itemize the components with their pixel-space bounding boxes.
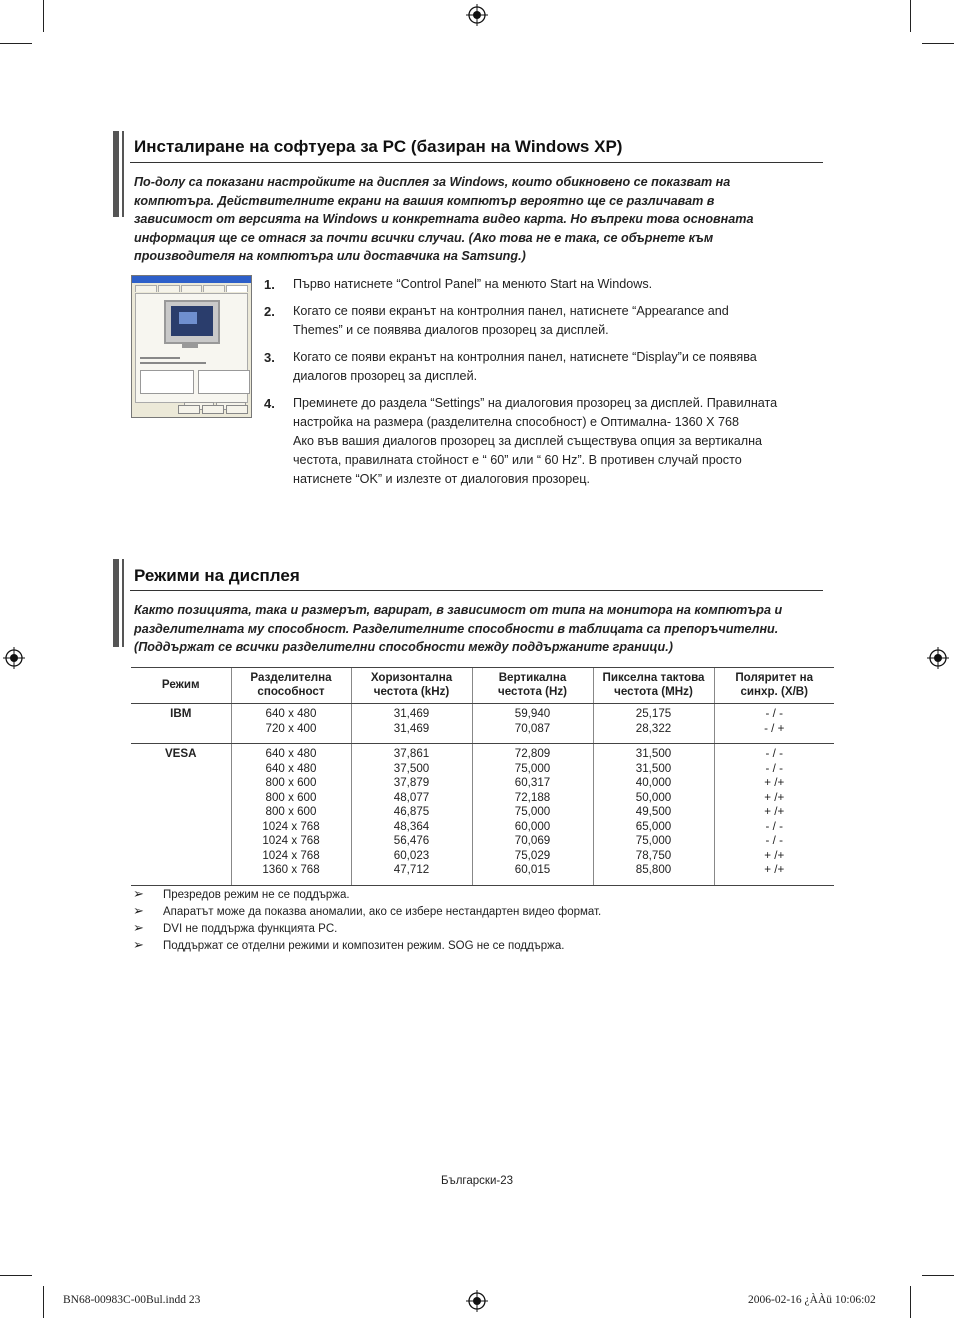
cell-value: - / +: [764, 721, 785, 735]
crop-mark: [910, 1286, 911, 1318]
note-item: [133, 920, 337, 937]
cell-value: 800 x 600: [265, 776, 317, 789]
cell-value: 50,000: [635, 790, 672, 804]
cell-value: 31,500: [635, 761, 672, 775]
crop-mark: [0, 1275, 32, 1276]
vertical-freq-cell: [472, 704, 593, 744]
arrow-icon: ➢: [133, 903, 144, 918]
resolution-cell: [231, 744, 351, 886]
cell-value: 60,317: [514, 776, 551, 789]
mode-cell: VESA: [131, 744, 231, 886]
table-header-row: [131, 668, 834, 704]
intro-line: По-долу са показани настройките на дисплея за Windows, които обикновено се показват на: [134, 175, 731, 189]
section-title-software: Инсталиране на софтуера за PC (базиран на Windows XP): [134, 137, 623, 156]
section-marker: [122, 559, 124, 647]
cell-value: 60,023: [393, 848, 430, 862]
header-line: Режим: [161, 678, 200, 691]
instruction-step-2: [264, 302, 824, 340]
cell-value: 48,364: [393, 819, 430, 833]
step-number: 2.: [264, 304, 275, 319]
section-rule: [130, 162, 823, 163]
step-text-line: диалогов прозорец за дисплей.: [293, 369, 478, 383]
cell-value: + /+: [764, 848, 785, 862]
display-modes-table: [131, 667, 834, 886]
cell-value: 31,500: [635, 747, 672, 760]
registration-mark-icon: [466, 4, 488, 26]
crop-mark: [922, 1275, 954, 1276]
column-header-resolution: [231, 668, 351, 704]
cell-value: 75,000: [514, 805, 551, 818]
cell-value: 37,861: [393, 747, 430, 760]
header-line: честота (kHz): [373, 685, 450, 698]
step-text-line: Themes” и се появява диалогов прозорец за дисплей.: [293, 323, 609, 337]
horizontal-freq-cell: [351, 704, 472, 744]
cell-value: 70,087: [514, 721, 551, 735]
step-number: 1.: [264, 277, 275, 292]
cell-value: - / -: [765, 834, 783, 847]
note-item: [133, 937, 564, 954]
instruction-step-1: [264, 275, 824, 294]
step-text-line: Първо натиснете “Control Panel” на менюто Start на Windows.: [293, 277, 653, 291]
cell-value: 78,750: [635, 848, 672, 862]
note-text: Поддържат се отделни режими и композитен режим. SOG не се поддържа.: [163, 940, 565, 952]
table-row: [131, 744, 834, 886]
cell-value: 72,188: [514, 790, 551, 804]
note-text: Презредов режим не се поддържа.: [163, 889, 350, 901]
cell-value: 49,500: [635, 805, 672, 818]
intro-line: производителя на компютъра или доставчика на Samsung.): [134, 249, 526, 264]
cell-value: 72,809: [514, 747, 551, 760]
header-line: синхр. (Х/В): [740, 685, 809, 698]
cell-value: 60,000: [514, 819, 551, 833]
column-header-sync-polarity: [714, 668, 834, 704]
arrow-icon: ➢: [133, 920, 144, 935]
crop-mark: [0, 43, 32, 44]
cell-value: 1024 x 768: [262, 848, 320, 862]
intro-line: информация ще се отнася за почти всички случаи. (Ако това не е така, се обърнете към: [134, 230, 714, 245]
cell-value: 75,000: [635, 834, 672, 847]
cell-value: + /+: [764, 790, 785, 804]
note-item: [133, 903, 601, 920]
cell-value: 800 x 600: [265, 790, 317, 804]
step-text-line: Когато се появи екранът на контролния панел, натиснете “Display”и се появява: [293, 350, 757, 364]
cell-value: 31,469: [393, 707, 430, 720]
cell-value: 46,875: [393, 805, 430, 818]
cell-value: 47,712: [393, 863, 430, 876]
mode-cell: IBM: [131, 704, 231, 744]
cell-value: 31,469: [393, 721, 430, 735]
section-title-display-modes: Режими на дисплея: [134, 566, 300, 585]
column-header-pixel-clock: [593, 668, 714, 704]
pixel-clock-cell: [593, 744, 714, 886]
step-text-line: честота, правилната стойност е “ 60” или “ 60 Hz”. В противен случай просто: [293, 453, 742, 467]
intro-line: компютъра. Действителните екрани на вашия компютър вероятно ще се различават в: [134, 193, 715, 208]
intro-line: разделителната му способност. Разделителните способности в таблицата са препоръчителни.: [134, 621, 779, 636]
cell-value: 800 x 600: [265, 805, 317, 818]
table-row: [131, 704, 834, 744]
section-intro-display-modes: [134, 601, 834, 657]
cell-value: 85,800: [635, 863, 672, 876]
instruction-step-4: [264, 394, 824, 489]
step-number: 3.: [264, 350, 275, 365]
cell-value: 75,000: [514, 761, 551, 775]
section-marker: [122, 131, 124, 217]
cell-value: + /+: [764, 776, 785, 789]
cell-value: - / -: [765, 707, 783, 720]
cell-value: 640 x 480: [265, 707, 317, 720]
cell-value: 37,879: [393, 776, 430, 789]
horizontal-freq-cell: [351, 744, 472, 886]
column-header-vertical-freq: [472, 668, 593, 704]
step-text-line: Преминете до раздела “Settings” на диалоговия прозорец за дисплей. Правилната: [293, 396, 778, 410]
cell-value: - / -: [765, 747, 783, 760]
step-text-line: Ако във вашия диалогов прозорец за дисплей съществува опция за вертикална: [293, 434, 763, 448]
cell-value: 640 x 480: [265, 761, 317, 775]
header-line: честота (Hz): [497, 685, 568, 698]
note-item: [133, 886, 350, 903]
header-line: способност: [257, 685, 325, 698]
header-line: Хоризонтална: [370, 671, 453, 684]
header-line: Поляритет на: [735, 671, 814, 684]
column-header-mode: [131, 668, 231, 704]
crop-mark: [910, 0, 911, 32]
step-text-line: Когато се появи екранът на контролния панел, натиснете “Appearance and: [293, 304, 729, 318]
cell-value: - / -: [765, 761, 783, 775]
intro-line: Както позицията, така и размерът, варират, в зависимост от типа на монитора на компютъра и: [134, 603, 783, 617]
crop-mark: [43, 0, 44, 32]
step-number: 4.: [264, 396, 275, 411]
intro-line: зависимост от версията на Windows и конкретната видео карта. Но въпреки това основната: [134, 212, 754, 227]
pixel-clock-cell: [593, 704, 714, 744]
arrow-icon: ➢: [133, 886, 144, 901]
section-rule: [130, 590, 823, 591]
header-line: Пикселна тактова: [602, 671, 705, 684]
cell-value: 65,000: [635, 819, 672, 833]
note-text: DVI не поддържа функцията PC.: [163, 923, 338, 935]
cell-value: 1024 x 768: [262, 834, 320, 847]
display-properties-screenshot: [131, 275, 252, 418]
cell-value: 40,000: [635, 776, 672, 789]
cell-value: 1360 x 768: [262, 863, 320, 876]
cell-value: 56,476: [393, 834, 430, 847]
arrow-icon: ➢: [133, 937, 144, 952]
cell-value: + /+: [764, 863, 785, 876]
cell-value: 37,500: [393, 761, 430, 775]
cell-value: 1024 x 768: [262, 819, 320, 833]
note-text: Апаратът може да показва аномалии, ако се избере нестандартен видео формат.: [163, 906, 602, 918]
cell-value: 25,175: [635, 707, 672, 720]
cell-value: 640 x 480: [265, 747, 317, 760]
cell-value: 48,077: [393, 790, 430, 804]
registration-mark-icon: [3, 647, 25, 669]
cell-value: 70,069: [514, 834, 551, 847]
crop-mark: [43, 1286, 44, 1318]
vertical-freq-cell: [472, 744, 593, 886]
registration-mark-icon: [927, 647, 949, 669]
column-header-horizontal-freq: [351, 668, 472, 704]
sync-polarity-cell: [714, 744, 834, 886]
cell-value: 720 x 400: [265, 721, 317, 735]
cell-value: - / -: [765, 819, 783, 833]
resolution-cell: [231, 704, 351, 744]
cell-value: 60,015: [514, 863, 551, 876]
cell-value: 75,029: [514, 848, 551, 862]
step-text-line: настройка на размера (разделителна способност) е Оптимална- 1360 X 768: [293, 415, 740, 429]
step-text-line: натиснете “OK” и излезте от диалоговия прозорец.: [293, 472, 590, 486]
header-line: Разделителна: [250, 671, 332, 684]
section-marker: [113, 559, 119, 647]
section-marker: [113, 131, 119, 217]
header-line: Вертикална: [498, 671, 567, 684]
intro-line: (Поддържат се всички разделителни способности между поддържаните граници.): [134, 640, 673, 655]
registration-mark-icon: [466, 1290, 488, 1312]
print-slug-timestamp: 2006-02-16 ¿ÀÀü 10:06:02: [748, 1294, 876, 1306]
instruction-step-3: [264, 348, 824, 386]
print-slug-file: BN68-00983C-00Bul.indd 23: [63, 1294, 201, 1306]
sync-polarity-cell: [714, 704, 834, 744]
page-number: Български-23: [440, 1175, 513, 1187]
header-line: честота (MHz): [614, 685, 693, 698]
cell-value: 28,322: [635, 721, 672, 735]
section-intro-software: [134, 173, 834, 266]
cell-value: + /+: [764, 805, 785, 818]
cell-value: 59,940: [514, 707, 551, 720]
crop-mark: [922, 43, 954, 44]
